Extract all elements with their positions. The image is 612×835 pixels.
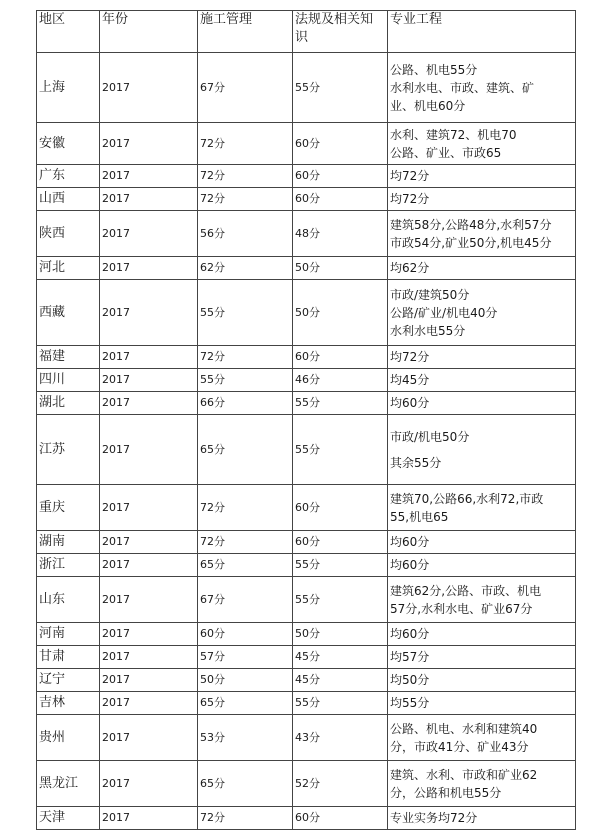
table-row <box>37 692 576 715</box>
score-table-wrapper <box>36 10 576 830</box>
year-cell: 2017 <box>100 257 198 280</box>
region-cell: 河南 <box>37 623 100 646</box>
region-cell: 甘肃 <box>37 646 100 669</box>
region-cell: 湖北 <box>37 392 100 415</box>
mgmt-score-cell: 67分 <box>198 53 293 123</box>
year-cell: 2017 <box>100 715 198 761</box>
region-cell: 山东 <box>37 577 100 623</box>
spec-score-cell <box>388 415 576 485</box>
spec-line: 建筑、水利、市政和矿业62 <box>390 767 538 782</box>
spec-line: 市政/机电50分 <box>390 429 470 444</box>
mgmt-score-cell: 72分 <box>198 346 293 369</box>
law-score-cell: 46分 <box>293 369 388 392</box>
spec-score-cell <box>388 577 576 623</box>
region-cell: 上海 <box>37 53 100 123</box>
score-table <box>36 10 576 830</box>
year-cell: 2017 <box>100 669 198 692</box>
mgmt-score-cell: 53分 <box>198 715 293 761</box>
mgmt-score-cell: 66分 <box>198 392 293 415</box>
table-row <box>37 211 576 257</box>
law-score-cell: 43分 <box>293 715 388 761</box>
law-score-cell: 55分 <box>293 554 388 577</box>
header-year: 年份 <box>100 11 198 53</box>
header-spec: 专业工程 <box>388 11 576 53</box>
spec-score-cell <box>388 807 576 830</box>
mgmt-score-cell: 60分 <box>198 623 293 646</box>
law-score-cell: 48分 <box>293 211 388 257</box>
mgmt-score-cell: 72分 <box>198 807 293 830</box>
year-cell: 2017 <box>100 646 198 669</box>
mgmt-score-cell: 57分 <box>198 646 293 669</box>
spec-score-cell <box>388 531 576 554</box>
law-score-cell: 55分 <box>293 692 388 715</box>
table-row <box>37 669 576 692</box>
spec-line: 公路、机电、水利和建筑40 <box>390 721 538 736</box>
spec-line: 公路、机电55分 <box>390 62 478 77</box>
region-cell: 吉林 <box>37 692 100 715</box>
spec-line: 均60分 <box>390 396 430 410</box>
mgmt-score-cell: 65分 <box>198 761 293 807</box>
law-score-cell: 55分 <box>293 415 388 485</box>
table-row <box>37 807 576 830</box>
table-row <box>37 531 576 554</box>
region-cell: 陕西 <box>37 211 100 257</box>
region-cell: 广东 <box>37 165 100 188</box>
spec-line: 55,机电65 <box>390 509 449 524</box>
year-cell: 2017 <box>100 53 198 123</box>
spec-score-cell <box>388 211 576 257</box>
table-row <box>37 485 576 531</box>
mgmt-score-cell: 65分 <box>198 415 293 485</box>
year-cell: 2017 <box>100 188 198 211</box>
region-cell: 江苏 <box>37 415 100 485</box>
year-cell: 2017 <box>100 761 198 807</box>
law-score-cell: 50分 <box>293 280 388 346</box>
mgmt-score-cell: 72分 <box>198 165 293 188</box>
mgmt-score-cell: 62分 <box>198 257 293 280</box>
spec-score-cell <box>388 369 576 392</box>
table-row <box>37 554 576 577</box>
year-cell: 2017 <box>100 392 198 415</box>
mgmt-score-cell: 72分 <box>198 188 293 211</box>
region-cell: 黑龙江 <box>37 761 100 807</box>
region-cell: 重庆 <box>37 485 100 531</box>
spec-score-cell <box>388 692 576 715</box>
header-law: 法规及相关知识 <box>293 11 388 53</box>
region-cell: 湖南 <box>37 531 100 554</box>
law-score-cell: 60分 <box>293 123 388 165</box>
year-cell: 2017 <box>100 165 198 188</box>
law-score-cell: 60分 <box>293 531 388 554</box>
table-row <box>37 415 576 485</box>
law-score-cell: 55分 <box>293 53 388 123</box>
spec-score-cell <box>388 257 576 280</box>
spec-line: 均45分 <box>390 373 430 387</box>
mgmt-score-cell: 67分 <box>198 577 293 623</box>
table-row <box>37 257 576 280</box>
header-region: 地区 <box>37 11 100 53</box>
spec-line: 建筑70,公路66,水利72,市政 <box>390 491 544 506</box>
header-mgmt: 施工管理 <box>198 11 293 53</box>
mgmt-score-cell: 72分 <box>198 485 293 531</box>
region-cell: 浙江 <box>37 554 100 577</box>
spec-score-cell <box>388 392 576 415</box>
year-cell: 2017 <box>100 280 198 346</box>
spec-score-cell <box>388 346 576 369</box>
year-cell: 2017 <box>100 531 198 554</box>
region-cell: 天津 <box>37 807 100 830</box>
year-cell: 2017 <box>100 692 198 715</box>
law-score-cell: 60分 <box>293 188 388 211</box>
law-score-cell: 45分 <box>293 646 388 669</box>
spec-line: 均50分 <box>390 673 430 687</box>
law-score-cell: 55分 <box>293 392 388 415</box>
spec-score-cell <box>388 485 576 531</box>
mgmt-score-cell: 72分 <box>198 123 293 165</box>
mgmt-score-cell: 72分 <box>198 531 293 554</box>
spec-line: 均72分 <box>390 350 430 364</box>
spec-score-cell <box>388 761 576 807</box>
spec-score-cell <box>388 669 576 692</box>
spec-line: 均72分 <box>390 192 430 206</box>
region-cell: 贵州 <box>37 715 100 761</box>
year-cell: 2017 <box>100 346 198 369</box>
region-cell: 河北 <box>37 257 100 280</box>
header-row <box>37 11 576 53</box>
spec-line: 业、机电60分 <box>390 98 466 113</box>
law-score-cell: 60分 <box>293 346 388 369</box>
region-cell: 安徽 <box>37 123 100 165</box>
spec-line: 专业实务均72分 <box>390 811 478 825</box>
spec-line: 均60分 <box>390 558 430 572</box>
region-cell: 西藏 <box>37 280 100 346</box>
year-cell: 2017 <box>100 415 198 485</box>
spec-line: 均60分 <box>390 535 430 549</box>
table-row <box>37 53 576 123</box>
year-cell: 2017 <box>100 211 198 257</box>
year-cell: 2017 <box>100 577 198 623</box>
region-cell: 山西 <box>37 188 100 211</box>
spec-score-cell <box>388 53 576 123</box>
spec-line: 公路、矿业、市政65 <box>390 145 502 160</box>
year-cell: 2017 <box>100 807 198 830</box>
table-row <box>37 188 576 211</box>
spec-line: 水利水电、市政、建筑、矿 <box>390 80 535 95</box>
law-score-cell: 60分 <box>293 485 388 531</box>
spec-line: 均55分 <box>390 696 430 710</box>
spec-line: 市政54分,矿业50分,机电45分 <box>390 235 552 250</box>
table-row <box>37 123 576 165</box>
table-row <box>37 577 576 623</box>
spec-score-cell <box>388 554 576 577</box>
spec-line: 均62分 <box>390 261 430 275</box>
table-row <box>37 346 576 369</box>
spec-score-cell <box>388 280 576 346</box>
law-score-cell: 52分 <box>293 761 388 807</box>
spec-line: 均57分 <box>390 650 430 664</box>
mgmt-score-cell: 56分 <box>198 211 293 257</box>
spec-score-cell <box>388 188 576 211</box>
table-row <box>37 369 576 392</box>
region-cell: 辽宁 <box>37 669 100 692</box>
spec-line: 分，市政41分、矿业43分 <box>390 739 529 754</box>
law-score-cell: 50分 <box>293 623 388 646</box>
spec-score-cell <box>388 623 576 646</box>
spec-score-cell <box>388 165 576 188</box>
table-row <box>37 165 576 188</box>
spec-line: 市政/建筑50分 <box>390 287 470 302</box>
mgmt-score-cell: 65分 <box>198 554 293 577</box>
region-cell: 四川 <box>37 369 100 392</box>
spec-score-cell <box>388 715 576 761</box>
year-cell: 2017 <box>100 485 198 531</box>
mgmt-score-cell: 55分 <box>198 280 293 346</box>
spec-line: 均72分 <box>390 169 430 183</box>
year-cell: 2017 <box>100 554 198 577</box>
spec-line: 均60分 <box>390 627 430 641</box>
spec-line: 57分,水利水电、矿业67分 <box>390 601 533 616</box>
table-row <box>37 280 576 346</box>
spec-score-cell <box>388 646 576 669</box>
mgmt-score-cell: 50分 <box>198 669 293 692</box>
year-cell: 2017 <box>100 123 198 165</box>
law-score-cell: 60分 <box>293 165 388 188</box>
mgmt-score-cell: 55分 <box>198 369 293 392</box>
mgmt-score-cell: 65分 <box>198 692 293 715</box>
law-score-cell: 60分 <box>293 807 388 830</box>
law-score-cell: 55分 <box>293 577 388 623</box>
spec-line: 建筑62分,公路、市政、机电 <box>390 583 542 598</box>
table-row <box>37 623 576 646</box>
year-cell: 2017 <box>100 369 198 392</box>
table-row <box>37 715 576 761</box>
law-score-cell: 50分 <box>293 257 388 280</box>
spec-line: 水利、建筑72、机电70 <box>390 127 517 142</box>
table-row <box>37 761 576 807</box>
year-cell: 2017 <box>100 623 198 646</box>
spec-line: 分，公路和机电55分 <box>390 785 502 800</box>
law-score-cell: 45分 <box>293 669 388 692</box>
region-cell: 福建 <box>37 346 100 369</box>
spec-line: 公路/矿业/机电40分 <box>390 305 498 320</box>
spec-line: 建筑58分,公路48分,水利57分 <box>390 217 552 232</box>
table-row <box>37 392 576 415</box>
spec-line: 其余55分 <box>390 455 442 470</box>
spec-score-cell <box>388 123 576 165</box>
spec-line: 水利水电55分 <box>390 323 466 338</box>
table-row <box>37 646 576 669</box>
